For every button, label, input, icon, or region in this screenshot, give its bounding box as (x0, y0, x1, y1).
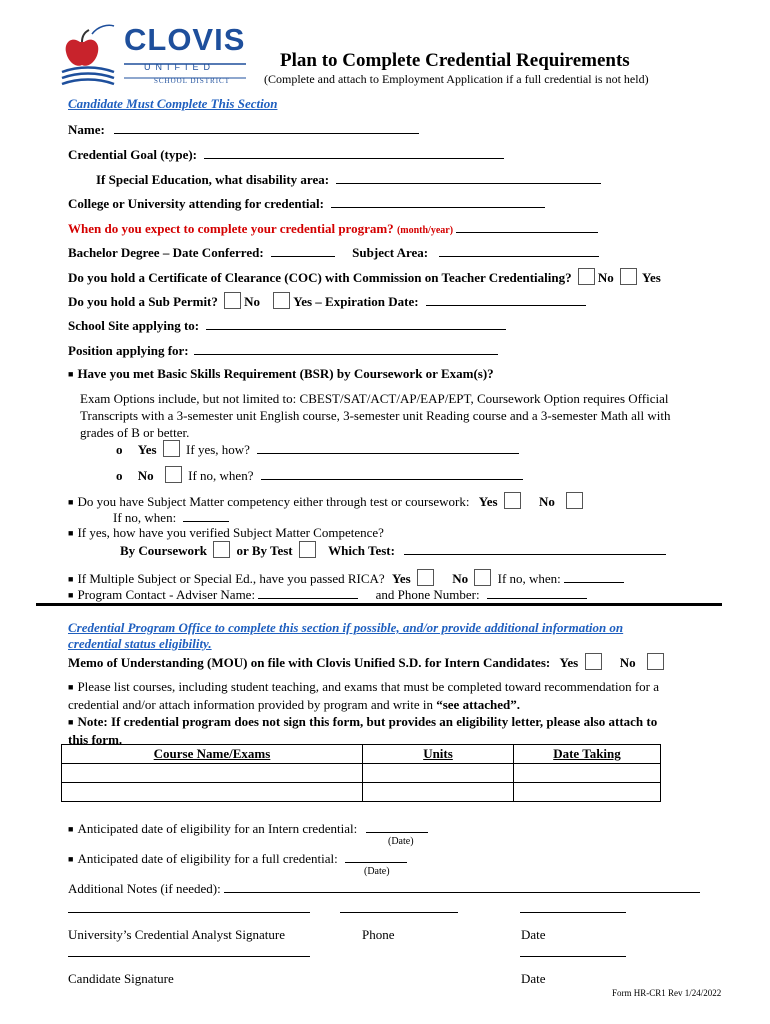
exam-options (80, 390, 671, 441)
bsr-yes-label: Yes (137, 442, 157, 457)
full-date-caption: (Date) (364, 866, 390, 877)
bsr-no-label: No (137, 468, 154, 483)
bsr-no-when-field[interactable] (261, 467, 523, 480)
subject-label: Subject Area: (352, 245, 429, 260)
date-cell[interactable] (514, 783, 661, 802)
units-cell[interactable] (363, 764, 514, 783)
by-coursework-label: By Coursework (120, 543, 208, 558)
mou-label: Memo of Understanding (MOU) on file with Clovis Unified S.D. for Intern Candidates: (68, 655, 551, 670)
smc-no-when-field[interactable] (183, 509, 229, 522)
bsr-yes-checkbox[interactable] (163, 440, 180, 457)
section1-heading: Candidate Must Complete This Section (68, 96, 278, 111)
smc-yes-checkbox[interactable] (504, 492, 521, 509)
goal-field[interactable] (204, 146, 504, 159)
smc-no-when-label: If no, when: (113, 510, 177, 525)
sped-label: If Special Education, what disability area: (96, 172, 330, 187)
course-cell[interactable] (62, 764, 363, 783)
bsr-yes-how-label: If yes, how? (186, 442, 250, 457)
notes-label: Additional Notes (if needed): (68, 881, 221, 896)
bsr-yes-row (116, 440, 519, 458)
table-header-row (62, 745, 661, 764)
bullet-icon: ■ (68, 528, 74, 538)
list-instructions (68, 678, 659, 748)
district-logo (58, 20, 248, 90)
which-test-field[interactable] (404, 542, 666, 555)
full-row (68, 850, 407, 867)
verified-row (68, 525, 384, 541)
bsr-label: Have you met Basic Skills Requirement (BSR) by Coursework or Exam(s)? (77, 366, 494, 381)
goal-row (68, 146, 504, 163)
analyst-phone-field[interactable] (340, 912, 458, 913)
position-field[interactable] (194, 342, 498, 355)
course-table (61, 744, 661, 802)
verified-label: If yes, how have you verified Subject Matter Competence? (77, 525, 384, 540)
rica-yes-label: Yes (391, 571, 411, 586)
college-field[interactable] (331, 195, 545, 208)
bullet-icon: ■ (68, 854, 74, 864)
candidate-signature-label: Candidate Signature (68, 971, 174, 986)
rica-no-checkbox[interactable] (474, 569, 491, 586)
exam-line-1: Exam Options include, but not limited to: CBEST/SAT/ACT/AP/EAP/EPT, Coursework Option requires Official (80, 391, 669, 406)
by-test-checkbox[interactable] (299, 541, 316, 558)
by-coursework-checkbox[interactable] (213, 541, 230, 558)
units-cell[interactable] (363, 783, 514, 802)
smc-yes-label: Yes (478, 494, 498, 509)
name-field[interactable] (114, 121, 419, 134)
mou-no-checkbox[interactable] (647, 653, 664, 670)
sub-yes-label: Yes – Expiration Date: (293, 294, 419, 309)
bsr-no-row (116, 466, 523, 484)
which-test-label: Which Test: (328, 543, 395, 558)
date-cell[interactable] (514, 764, 661, 783)
analyst-signature-field[interactable] (68, 912, 310, 913)
section2-heading-1: Credential Program Office to complete this section if possible, and/or provide additional information on (68, 620, 624, 635)
phone-number-label: and Phone Number: (375, 587, 480, 602)
intern-label: Anticipated date of eligibility for an Intern credential: (77, 821, 358, 836)
logo-name: CLOVIS (124, 22, 246, 57)
coc-yes-checkbox[interactable] (620, 268, 637, 285)
notes-row (68, 880, 700, 897)
intern-row (68, 820, 428, 837)
sub-permit-label: Do you hold a Sub Permit? (68, 294, 218, 309)
bsr-row (68, 366, 494, 382)
smc-no-label: No (539, 494, 555, 509)
list-line-2a: credential and/or attach information provided by program and write in (68, 697, 437, 712)
subject-field[interactable] (439, 244, 599, 257)
rica-no-when-field[interactable] (564, 570, 624, 583)
rica-label: If Multiple Subject or Special Ed., have you passed RICA? (77, 571, 385, 586)
site-label: School Site applying to: (68, 318, 200, 333)
col-date: Date Taking (514, 745, 661, 764)
bullet-icon: ■ (68, 590, 74, 600)
goal-label: Credential Goal (type): (68, 147, 198, 162)
position-label: Position applying for: (68, 343, 189, 358)
mou-yes-label: Yes (559, 655, 579, 670)
sub-permit-row (68, 292, 586, 310)
name-label: Name: (68, 122, 105, 137)
bachelor-row (68, 244, 599, 261)
sub-no-checkbox[interactable] (224, 292, 241, 309)
bachelor-label: Bachelor Degree – Date Conferred: (68, 245, 264, 260)
form-id: Form HR-CR1 Rev 1/24/2022 (612, 988, 722, 998)
verify-method-row (120, 541, 666, 559)
candidate-date-field[interactable] (520, 956, 626, 957)
when-label: When do you expect to complete your credential program? (68, 221, 394, 236)
smc-label: Do you have Subject Matter competency either through test or coursework: (77, 494, 470, 509)
col-course: Course Name/Exams (62, 745, 363, 764)
college-row (68, 195, 545, 212)
smc-no-when-row (113, 509, 229, 526)
bullet-icon: ■ (68, 497, 74, 507)
site-row (68, 317, 506, 334)
by-test-label: or By Test (236, 543, 293, 558)
bsr-no-when-label: If no, when? (188, 468, 254, 483)
table-row (62, 764, 661, 783)
when-small: (month/year) (396, 225, 454, 236)
full-label: Anticipated date of eligibility for a full credential: (77, 851, 338, 866)
sub-yes-checkbox[interactable] (273, 292, 290, 309)
list-line-1: Please list courses, including student teaching, and exams that must be completed toward recommendation for a (77, 679, 660, 694)
list-line-2b: “see attached”. (436, 697, 520, 712)
section2-heading-2: credential status eligibility. (68, 636, 212, 651)
rica-no-label: No (452, 571, 469, 586)
mou-yes-checkbox[interactable] (585, 653, 602, 670)
mou-row (68, 653, 667, 671)
analyst-signature-label: University’s Credential Analyst Signature (68, 927, 285, 942)
when-row (68, 220, 598, 237)
bullet-icon: ■ (68, 369, 74, 379)
bsr-no-checkbox[interactable] (165, 466, 182, 483)
bullet-icon: ■ (68, 717, 74, 727)
candidate-date-label: Date (521, 971, 546, 986)
exam-line-2: Transcripts with a 3-semester unit English course, 3-semester unit Reading course and a 3-semester Math all with (80, 408, 671, 423)
position-row (68, 342, 498, 359)
site-field[interactable] (206, 317, 506, 330)
o-bullet-icon: o (116, 468, 123, 483)
rica-yes-checkbox[interactable] (417, 569, 434, 586)
adviser-name-field[interactable] (258, 586, 358, 599)
logo-sub2: SCHOOL DISTRICT (154, 77, 230, 85)
coc-row (68, 268, 661, 286)
rica-row (68, 569, 624, 587)
coc-yes-label: Yes (642, 270, 661, 285)
note-line-1: Note: If credential program does not sign this form, but provides an eligibility letter, please also attach to (77, 714, 658, 729)
o-bullet-icon: o (116, 442, 123, 457)
bullet-icon: ■ (68, 824, 74, 834)
rica-no-when-label: If no, when: (497, 571, 561, 586)
intern-date-field[interactable] (366, 820, 428, 833)
note-line-2: this form. (68, 732, 123, 747)
table-row (62, 783, 661, 802)
expiration-field[interactable] (426, 293, 586, 306)
notes-field[interactable] (224, 880, 700, 893)
mou-no-label: No (619, 655, 636, 670)
page-subtitle: (Complete and attach to Employment Application if a full credential is not held) (264, 72, 649, 86)
sped-field[interactable] (336, 171, 601, 184)
col-units: Units (363, 745, 514, 764)
coc-no-checkbox[interactable] (578, 268, 595, 285)
intern-date-caption: (Date) (388, 836, 414, 847)
coc-label: Do you hold a Certificate of Clearance (COC) with Commission on Teacher Credentialing? (68, 270, 572, 285)
analyst-date-label: Date (521, 927, 546, 942)
bsr-yes-how-field[interactable] (257, 441, 519, 454)
logo-sub1: UNIFIED (144, 62, 215, 72)
smc-row (68, 492, 586, 510)
analyst-date-field[interactable] (520, 912, 626, 913)
smc-no-checkbox[interactable] (566, 492, 583, 509)
bachelor-date-field[interactable] (271, 244, 335, 257)
contact-label: Program Contact - Adviser Name: (77, 587, 256, 602)
bullet-icon: ■ (68, 682, 74, 692)
sub-no-label: No (244, 294, 261, 309)
sped-row (96, 171, 601, 188)
when-field[interactable] (456, 220, 598, 233)
bullet-icon: ■ (68, 574, 74, 584)
adviser-phone-field[interactable] (487, 586, 587, 599)
section-divider (36, 603, 722, 606)
exam-line-3: grades of B or better. (80, 425, 190, 440)
course-cell[interactable] (62, 783, 363, 802)
analyst-phone-label: Phone (362, 927, 395, 942)
page-title: Plan to Complete Credential Requirements (280, 50, 630, 71)
college-label: College or University attending for credential: (68, 196, 324, 211)
coc-no-label: No (597, 270, 614, 285)
full-date-field[interactable] (345, 850, 407, 863)
contact-row (68, 586, 587, 603)
name-row (68, 121, 419, 138)
candidate-signature-field[interactable] (68, 956, 310, 957)
